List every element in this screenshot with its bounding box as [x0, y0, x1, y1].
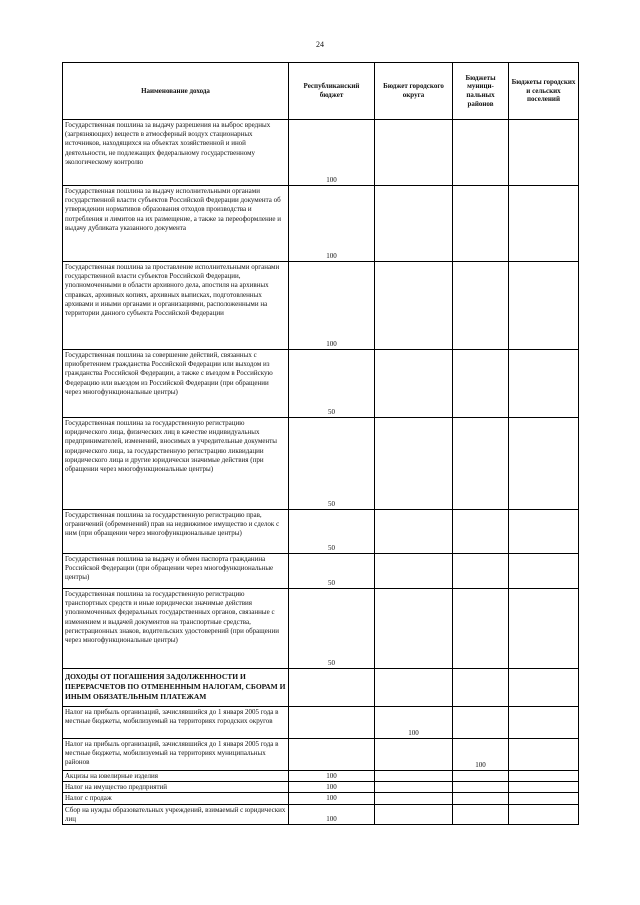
row-republic-value: 50 [289, 589, 375, 669]
row-republic-value: 100 [289, 793, 375, 804]
row-rural-value [509, 186, 579, 262]
row-city-value [375, 120, 453, 186]
row-city-value [375, 739, 453, 771]
row-republic-value: 50 [289, 554, 375, 589]
row-city-value [375, 262, 453, 350]
row-republic-value [289, 707, 375, 739]
header-city-budget: Бюджет городского округа [375, 63, 453, 120]
row-republic-value: 50 [289, 418, 375, 510]
row-republic-value: 100 [289, 782, 375, 793]
table-row [63, 262, 579, 350]
row-republic-value: 100 [289, 186, 375, 262]
row-rural-value [509, 120, 579, 186]
row-name: Государственная пошлина за проставление исполнительными органами государственной власти субъектов Российской Федерации, уполномоченными в области архивного дела, апостиля на архивных справках, архивных копиях, архивных выписках, подготовленных архивами и иными органами и организациями, расположенными на территории данного субъекта Российской Федерации [63, 262, 289, 350]
row-rural-value [509, 782, 579, 793]
row-republic-value: 100 [289, 771, 375, 782]
table-row [63, 589, 579, 669]
table-row [63, 186, 579, 262]
row-rural-value [509, 739, 579, 771]
row-rural-value [509, 418, 579, 510]
row-republic-value: 100 [289, 120, 375, 186]
row-city-value [375, 804, 453, 824]
page-number: 24 [316, 40, 324, 49]
section-empty-cell [453, 669, 509, 707]
row-republic-value: 100 [289, 262, 375, 350]
row-name: Акцизы на ювелирные изделия [63, 771, 289, 782]
row-municipal-value [453, 771, 509, 782]
table-row [63, 771, 579, 782]
row-municipal-value [453, 510, 509, 554]
row-city-value [375, 793, 453, 804]
table-row [63, 554, 579, 589]
row-city-value [375, 782, 453, 793]
row-municipal-value [453, 120, 509, 186]
row-rural-value [509, 589, 579, 669]
row-municipal-value [453, 350, 509, 418]
row-municipal-value [453, 418, 509, 510]
row-city-value [375, 554, 453, 589]
section-empty-cell [375, 669, 453, 707]
row-city-value [375, 589, 453, 669]
row-municipal-value [453, 554, 509, 589]
row-rural-value [509, 554, 579, 589]
row-municipal-value [453, 262, 509, 350]
row-name: Налог на прибыль организаций, зачислявшийся до 1 января 2005 года в местные бюджеты, мобилизуемый на территориях городских округов [63, 707, 289, 739]
table-row [63, 707, 579, 739]
table-row [63, 782, 579, 793]
row-republic-value [289, 739, 375, 771]
row-rural-value [509, 804, 579, 824]
row-city-value [375, 186, 453, 262]
row-republic-value: 50 [289, 510, 375, 554]
row-rural-value [509, 262, 579, 350]
row-name: Государственная пошлина за государственную регистрацию прав, ограничений (обременений) прав на недвижимое имущество и сделок с ним (при обращении через многофункциональные центры) [63, 510, 289, 554]
row-rural-value [509, 350, 579, 418]
row-rural-value [509, 510, 579, 554]
row-municipal-value: 100 [453, 739, 509, 771]
table-row [63, 120, 579, 186]
row-name: Налог с продаж [63, 793, 289, 804]
row-name: Государственная пошлина за выдачу разрешения на выброс вредных (загрязняющих) веществ в атмосферный воздух стационарных источников, находящихся на объектах хозяйственной и иной деятельности, не подлежащих федеральному государственному экологическому контролю [63, 120, 289, 186]
table-row [63, 793, 579, 804]
row-name: Государственная пошлина за государственную регистрацию транспортных средств и иные юридически значимые действия уполномоченных федеральных государственных органов, связанные с изменением и выдачей документов на транспортные средства, регистрационных знаков, водительских удостоверений (при обращении через многофункциональные центры) [63, 589, 289, 669]
row-municipal-value [453, 804, 509, 824]
row-name: Сбор на нужды образовательных учреждений, взимаемый с юридических лиц [63, 804, 289, 824]
table-row [63, 804, 579, 824]
table-row [63, 739, 579, 771]
row-rural-value [509, 771, 579, 782]
table-row [63, 350, 579, 418]
header-income-name: Наименование дохода [63, 63, 289, 120]
row-name: Государственная пошлина за совершение действий, связанных с приобретением гражданства Российской Федерации или выходом из гражданства Российской Федерации, а также с въездом в Российскую Федерацию или выездом из Российской Федерации (при обращении через многофункциональные центры) [63, 350, 289, 418]
row-republic-value: 50 [289, 350, 375, 418]
row-municipal-value [453, 793, 509, 804]
table-row [63, 510, 579, 554]
row-municipal-value [453, 186, 509, 262]
header-rural-budgets: Бюджеты городских и сельских поселений [509, 63, 579, 120]
row-municipal-value [453, 589, 509, 669]
row-city-value [375, 771, 453, 782]
budget-table [62, 62, 579, 825]
row-rural-value [509, 707, 579, 739]
row-name: Налог на имущество предприятий [63, 782, 289, 793]
header-row [63, 63, 579, 120]
section-empty-cell [509, 669, 579, 707]
section-row [63, 669, 579, 707]
row-city-value [375, 418, 453, 510]
header-republic-budget: Республиканский бюджет [289, 63, 375, 120]
row-municipal-value [453, 707, 509, 739]
row-name: Налог на прибыль организаций, зачислявшийся до 1 января 2005 года в местные бюджеты, мобилизуемый на территориях муниципальных районов [63, 739, 289, 771]
section-empty-cell [289, 669, 375, 707]
row-name: Государственная пошлина за выдачу исполнительными органами государственной власти субъектов Российской Федерации документа об утверждении нормативов образования отходов производства и потребления и лимитов на их размещение, а также за переоформление и выдачу дубликата указанного документа [63, 186, 289, 262]
header-municipal-budgets: Бюджеты муници-пальных районов [453, 63, 509, 120]
row-name: Государственная пошлина за выдачу и обмен паспорта гражданина Российской Федерации (при обращении через многофункциональные центры) [63, 554, 289, 589]
section-title: ДОХОДЫ ОТ ПОГАШЕНИЯ ЗАДОЛЖЕННОСТИ И ПЕРЕРАСЧЕТОВ ПО ОТМЕНЕННЫМ НАЛОГАМ, СБОРАМ И ИНЫМ ОБЯЗАТЕЛЬНЫМ ПЛАТЕЖАМ [63, 669, 289, 707]
row-republic-value: 100 [289, 804, 375, 824]
table-row [63, 418, 579, 510]
row-city-value [375, 350, 453, 418]
row-city-value: 100 [375, 707, 453, 739]
row-name: Государственная пошлина за государственную регистрацию юридического лица, физических лиц в качестве индивидуальных предпринимателей, изменений, вносимых в учредительные документы юридического лица, за государственную регистрацию ликвидации юридического лица и другие юридически значимые действия (при обращении через многофункциональные центры) [63, 418, 289, 510]
row-municipal-value [453, 782, 509, 793]
row-city-value [375, 510, 453, 554]
row-rural-value [509, 793, 579, 804]
